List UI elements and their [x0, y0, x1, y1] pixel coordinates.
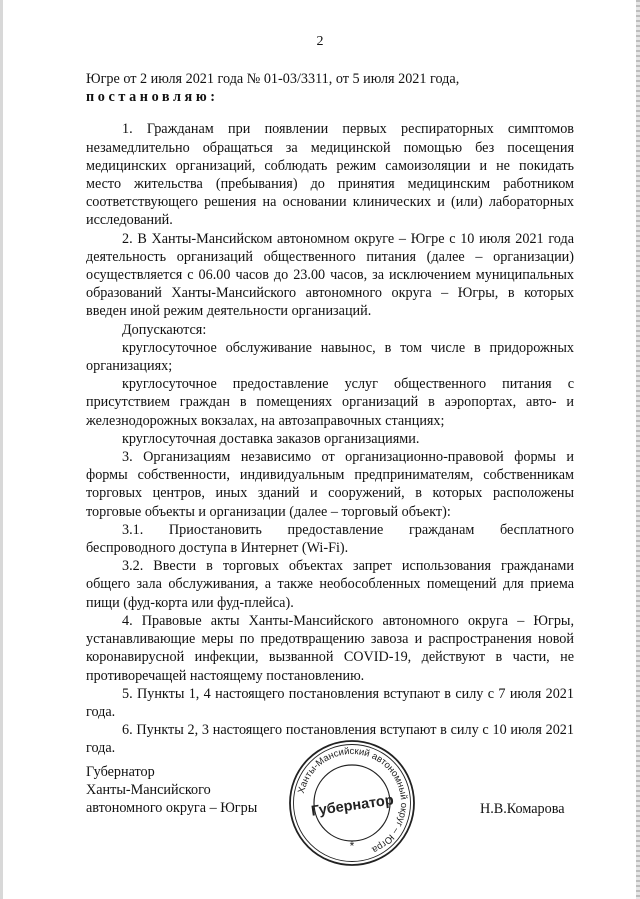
paragraph-6: 6. Пункты 2, 3 настоящего постановления вступают в силу с 10 июля 2021 года.: [86, 722, 574, 757]
paragraph-allowed-3: круглосуточная доставка заказов организациями.: [122, 430, 420, 447]
paragraph-3-1: 3.1. Приостановить предоставление гражданам бесплатного беспроводного доступа в Интернет (Wi-Fi).: [86, 521, 574, 557]
paragraph-1: 1. Гражданам при появлении первых респираторных симптомов незамедлительно обращаться за медицинской помощью без посещения медицинских организаций, соблюдать режим самоизоляции и не покидать место жительства (пребывания) до принятия медицинским работником соответствующего решения на основании клинических и (или) лабораторных исследований.: [86, 121, 574, 229]
decree-word: постановляю:: [86, 89, 219, 106]
signatory-name: Н.В.Комарова: [480, 801, 565, 817]
signatory-title-line-1: Губернатор: [86, 764, 155, 780]
signatory-title-line-2: Ханты-Мансийского: [86, 782, 211, 799]
seal-star: *: [349, 839, 355, 853]
page-number: 2: [316, 34, 324, 49]
paragraph-allowed-2: круглосуточное предоставление услуг общественного питания с присутствием граждан в помещениях организаций в аэропортах, авто- и железнодорожных вокзалах, на автозаправочных станциях;: [86, 376, 574, 429]
document-body: [86, 70, 574, 758]
signatory-title-line-3: автономного округа – Югры: [86, 800, 258, 817]
scan-edge-left: [0, 0, 3, 899]
paragraph-allowed-1: круглосуточное обслуживание навынос, в том числе в придорожных организациях;: [86, 339, 574, 375]
paragraph-allowed: Допускаются:: [122, 321, 207, 338]
paragraph-2: 2. В Ханты-Мансийском автономном округе – Югре с 10 июля 2021 года деятельность организаций общественного питания (далее – организации) осуществляется с 06.00 часов до 23.00 часов, за исключением муниципальных образований Ханты-Мансийского автономного округа – Югры, в которых введен иной режим деятельности организаций.: [86, 230, 574, 320]
paragraph-3-2: 3.2. Ввести в торговых объектах запрет использования гражданами общего зала обслуживания, а также необособленных помещений для приема пищи (фуд-корта или фуд-плейса).: [86, 558, 574, 611]
paragraph-3: 3. Организациям независимо от организационно-правовой формы и формы собственности, индивидуальным предпринимателям, собственникам торговых центров, иных зданий и сооружений, в которых расположены торговые объекты и организации (далее – торговый объект):: [86, 449, 574, 520]
seal-center-text: Губернатор: [310, 792, 395, 820]
seal-ring-text: Ханты-Мансийский автономный округ – Югра: [296, 745, 410, 856]
official-seal: [287, 738, 417, 868]
paragraph-5: 5. Пункты 1, 4 настоящего постановления вступают в силу с 7 июля 2021 года.: [86, 685, 574, 720]
signatory-title: [86, 763, 257, 818]
paragraph-4: 4. Правовые акты Ханты-Мансийского автономного округа – Югры, устанавливающие меры по предотвращению завоза и распространения новой коронавирусной инфекции, вызванной COVID-19, действуют в части, не противоречащей настоящему постановлению.: [86, 612, 574, 684]
decree-word-line: [86, 88, 574, 106]
scan-edge-right: [636, 0, 640, 899]
intro-line: Югре от 2 июля 2021 года № 01-03/3311, от 5 июля 2021 года,: [86, 71, 460, 87]
